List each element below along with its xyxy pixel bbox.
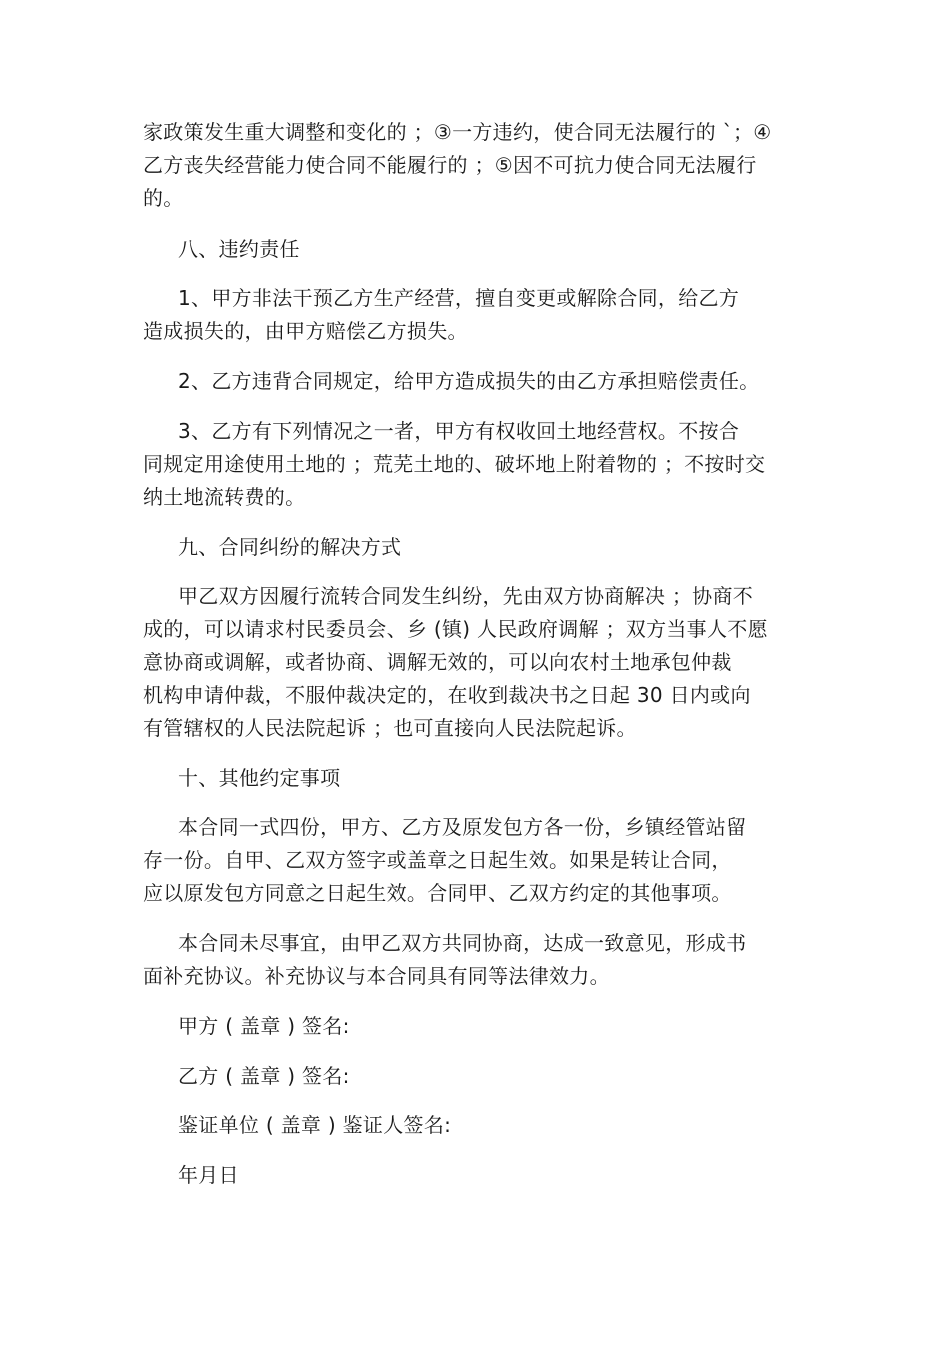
text-line: 成的，可以请求村民委员会、乡 (镇) 人民政府调解 ；双方当事人不愿 bbox=[143, 617, 768, 641]
text-line: 机构申请仲裁，不服仲裁决定的，在收到裁决书之日起 30 日内或向 bbox=[143, 683, 751, 707]
text-line: 的。 bbox=[143, 186, 184, 210]
text-line: 纳土地流转费的。 bbox=[143, 485, 306, 509]
text-line: 面补充协议。补充协议与本合同具有同等法律效力。 bbox=[143, 964, 610, 988]
text-line: 乙方丧失经营能力使合同不能履行的 ；⑤因不可抗力使合同无法履行 bbox=[143, 153, 757, 177]
signature-line-party-a: 甲方 ( 盖章 ) 签名: bbox=[178, 1014, 350, 1038]
signature-line-witness: 鉴证单位 ( 盖章 ) 鉴证人签名: bbox=[178, 1113, 452, 1137]
text-line: 本合同未尽事宜，由甲乙双方共同协商，达成一致意见，形成书 bbox=[178, 931, 747, 955]
text-line: 本合同一式四份，甲方、乙方及原发包方各一份，乡镇经管站留 bbox=[178, 815, 747, 839]
text-line: 造成损失的，由甲方赔偿乙方损失。 bbox=[143, 319, 468, 343]
text-line: 甲乙双方因履行流转合同发生纠纷，先由双方协商解决 ；协商不 bbox=[178, 584, 754, 608]
section-heading: 十、其他约定事项 bbox=[178, 766, 341, 790]
text-line: 存一份。自甲、乙双方签字或盖章之日起生效。如果是转让合同， bbox=[143, 848, 732, 872]
text-line: 意协商或调解，或者协商、调解无效的，可以向农村土地承包仲裁 bbox=[143, 650, 732, 674]
section-heading: 九、合同纠纷的解决方式 bbox=[178, 535, 402, 559]
text-line: 2、乙方违背合同规定，给甲方造成损失的由乙方承担赔偿责任。 bbox=[178, 369, 760, 393]
text-line: 同规定用途使用土地的 ；荒芜土地的、破坏地上附着物的 ；不按时交 bbox=[143, 452, 766, 476]
date-line: 年月日 bbox=[178, 1163, 239, 1187]
text-line: 有管辖权的人民法院起诉 ；也可直接向人民法院起诉。 bbox=[143, 716, 637, 740]
text-line: 1、甲方非法干预乙方生产经营，擅自变更或解除合同，给乙方 bbox=[178, 286, 740, 310]
section-heading: 八、违约责任 bbox=[178, 237, 300, 261]
signature-line-party-b: 乙方 ( 盖章 ) 签名: bbox=[178, 1064, 350, 1088]
text-line: 家政策发生重大调整和变化的 ；③一方违约，使合同无法履行的 `；④ bbox=[143, 120, 772, 144]
text-line: 应以原发包方同意之日起生效。合同甲、乙双方约定的其他事项。 bbox=[143, 881, 732, 905]
text-line: 3、乙方有下列情况之一者，甲方有权收回土地经营权。不按合 bbox=[178, 419, 740, 443]
